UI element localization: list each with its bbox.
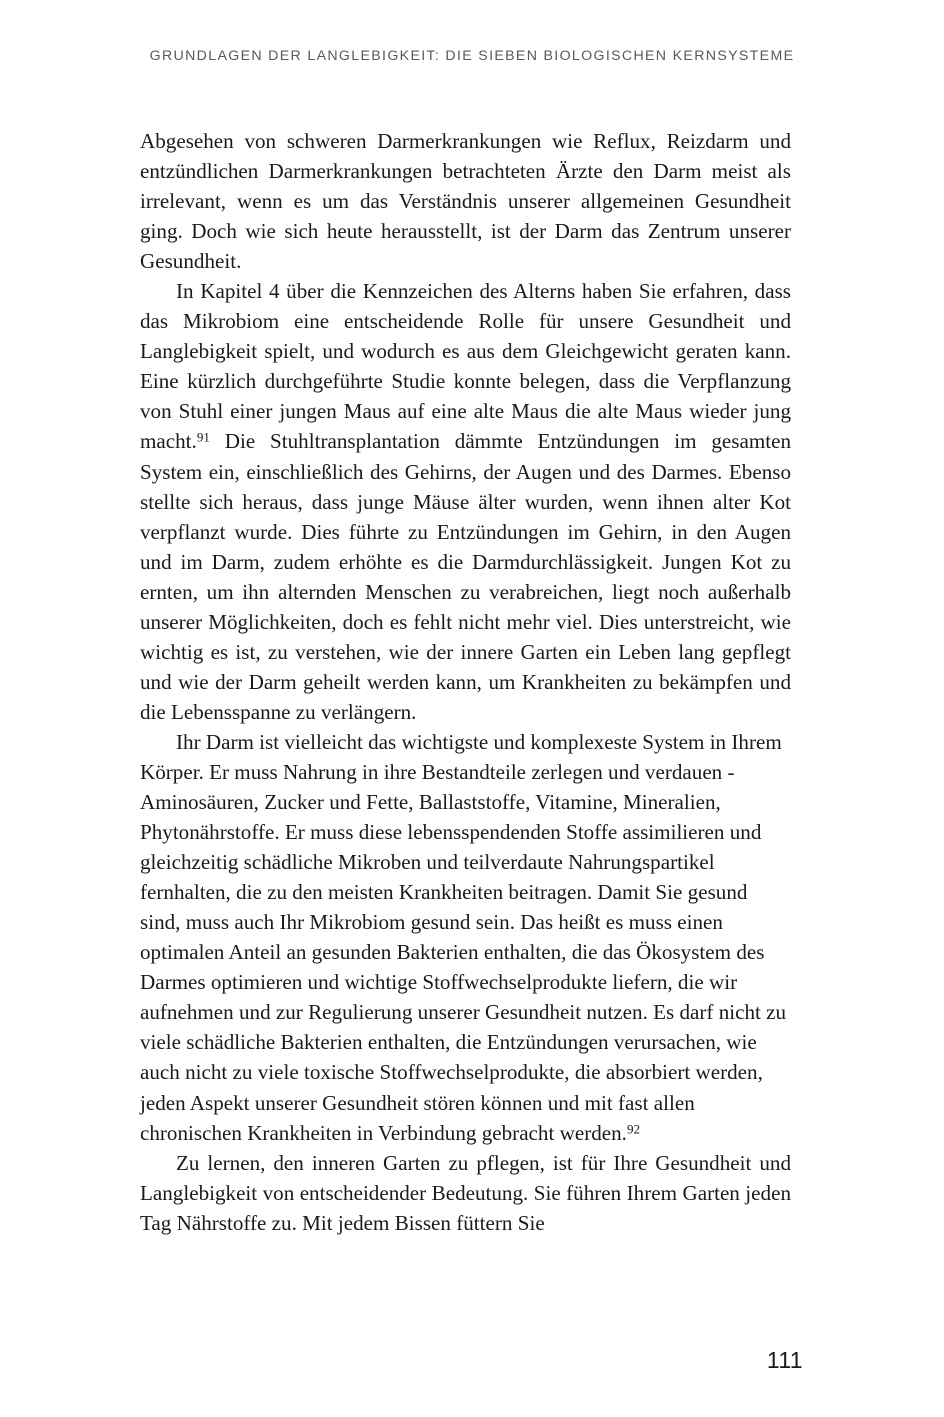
running-header: GRUNDLAGEN DER LANGLEBIGKEIT: DIE SIEBEN BIOLOGISCHEN KERNSYSTEME xyxy=(149,48,795,64)
paragraph-2-text-before-footnote: In Kapitel 4 über die Kennzeichen des Alterns haben Sie erfahren, dass das Mikrobiom eine entscheidende Rolle für unsere Gesundheit und Langlebigkeit spielt, und wodurch es aus dem Gleichgewicht geraten kann. Eine kürzlich durchgeführte Studie konnte belegen, dass die Verpflanzung von Stuhl einer jungen Maus auf eine alte Maus die alte Maus wieder jung macht. xyxy=(140,279,791,454)
paragraph-3-text-before-footnote: Ihr Darm ist vielleicht das wichtigste und komplexeste System in Ihrem Körper. Er muss Nahrung in ihre Bestandteile zerlegen und verdauen - Aminosäuren, Zucker und Fette, Ballaststoffe, Vitamine, Mineralien, Phytonährstoffe. Er muss diese lebensspendenden Stoffe assimilieren und gleichzeitig schädliche Mikroben und teilverdaute Nahrungspartikel fernhalten, die zu den meisten Krankheiten beitragen. Damit Sie gesund sind, muss auch Ihr Mikrobiom gesund sein. Das heißt es muss einen optimalen Anteil an gesunden Bakterien enthalten, die das Ökosystem des Darmes optimieren und wichtige Stoffwechselprodukte liefern, die wir aufnehmen und zur Regulierung unserer Gesundheit nutzen. Es darf nicht zu viele schädliche Bakterien enthalten, die Entzündungen verursachen, wie auch nicht zu viele toxische Stoffwechselprodukte, die absorbiert werden, jeden Aspekt unserer Gesundheit stören können und mit fast allen chronischen Krankheiten in Verbindung gebracht werden. xyxy=(140,729,787,1145)
paragraph-1: Abgesehen von schweren Darmerkrankungen wie Reflux, Reizdarm und entzündlichen Darmerkrankungen betrachteten Ärzte den Darm meist als irrelevant, wenn es um das Verständnis unserer allgemeinen Gesundheit ging. Doch wie sich heute herausstellt, ist der Darm das Zentrum unserer Gesundheit. xyxy=(140,129,791,274)
paragraph-2 xyxy=(140,276,791,727)
body-text-block xyxy=(140,126,791,1238)
footnote-marker-91: 91 xyxy=(196,430,210,446)
paragraph-2-text-after-footnote: Die Stuhltransplantation dämmte Entzündungen im gesamten System ein, einschließlich des Gehirns, der Augen und des Darmes. Ebenso stellte sich heraus, dass junge Mäuse älter wurden, wenn ihnen alter Kot verpflanzt wurde. Dies führte zu Entzündungen im Gehirn, in den Augen und im Darm, zudem erhöhte es die Darmdurchlässigkeit. Jungen Kot zu ernten, um ihn alternden Menschen zu verabreichen, liegt noch außerhalb unserer Möglichkeiten, doch es fehlt nicht mehr viel. Dies unterstreicht, wie wichtig es ist, zu verstehen, wie der innere Garten ein Leben lang gepflegt und wie der Darm geheilt werden kann, um Krankheiten zu bekämpfen und die Lebensspanne zu verlängern. xyxy=(140,429,791,724)
page-number: 111 xyxy=(766,1347,803,1373)
paragraph-3 xyxy=(140,727,791,1148)
footnote-marker-92: 92 xyxy=(626,1121,641,1137)
paragraph-4: Zu lernen, den inneren Garten zu pflegen, ist für Ihre Gesundheit und Langlebigkeit von entscheidender Bedeutung. Sie führen Ihrem Garten jeden Tag Nährstoffe zu. Mit jedem Bissen füttern Sie xyxy=(140,1150,791,1235)
